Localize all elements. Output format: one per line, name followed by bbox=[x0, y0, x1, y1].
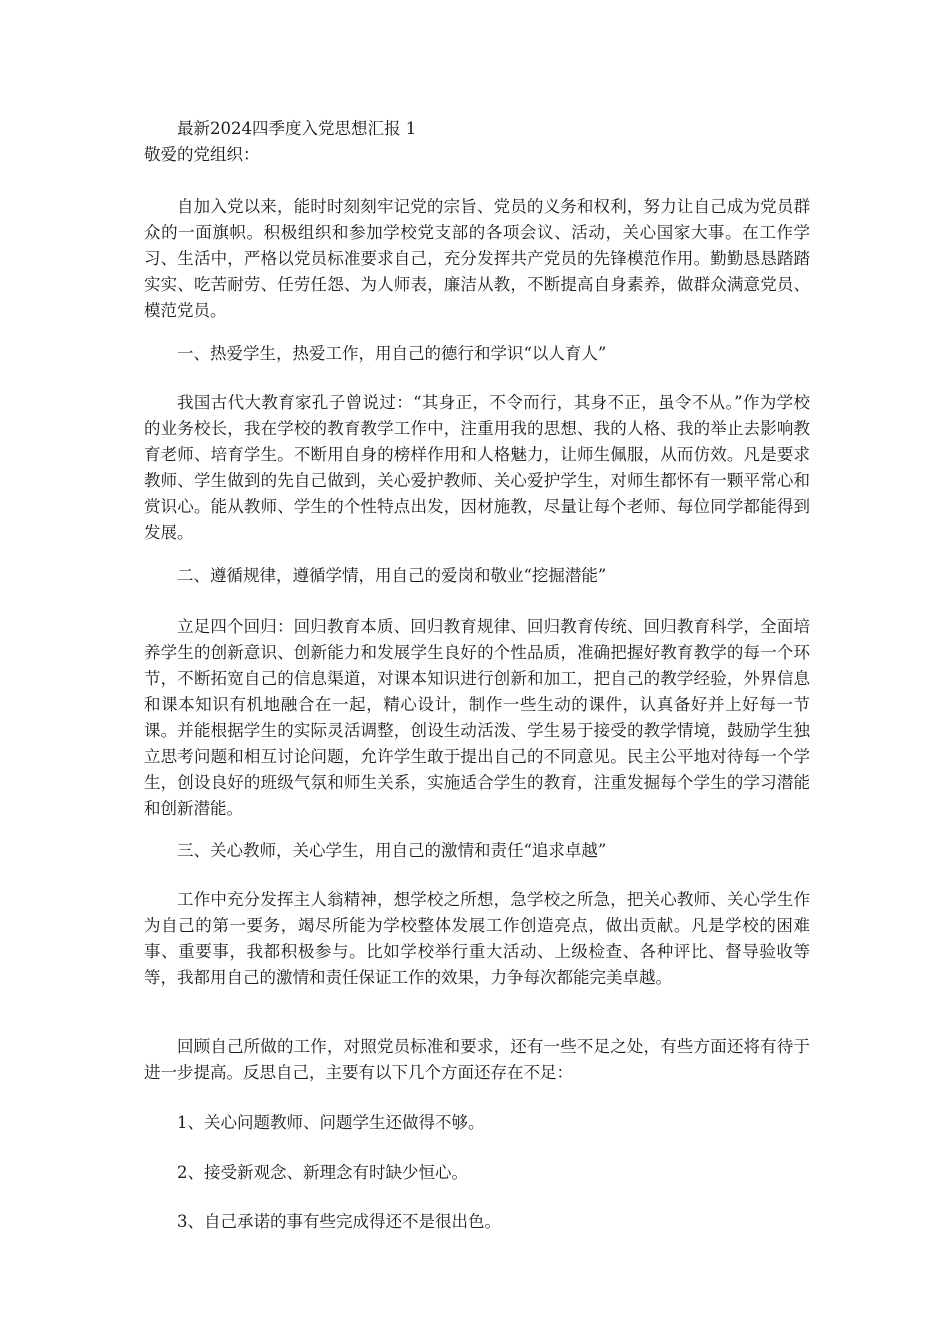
paragraph-intro: 自加入党以来，能时时刻刻牢记党的宗旨、党员的义务和权利，努力让自己成为党员群众的一面旗帜。积极组织和参加学校党支部的各项会议、活动，关心国家大事。在工作学习、生活中，严格以党员标准要求自己，充分发挥共产党员的先锋模范作用。勤勤恳恳踏踏实实、吃苦耐劳、任劳任怨、为人师表，廉洁从教，不断提高自身素养，做群众满意党员、模范党员。 bbox=[144, 197, 810, 320]
paragraph-section-2: 立足四个回归：回归教育本质、回归教育规律、回归教育传统、回归教育科学，全面培养学生的创新意识、创新能力和发展学生良好的个性品质，准确把握好教育教学的每一个环节，不断拓宽自己的信息渠道，对课本知识进行创新和加工，把自己的教学经验，外界信息和课本知识有机地融合在一起，精心设计，制作一些生动的课件，认真备好并上好每一节课。并能根据学生的实际灵活调整，创设生动活泼、学生易于接受的教学情境，鼓励学生独立思考问题和相互讨论问题，允许学生敢于提出自己的不同意见。民主公平地对待每一个学生，创设良好的班级气氛和师生关系，实施适合学生的教育，注重发掘每个学生的学习潜能和创新潜能。 bbox=[144, 617, 810, 818]
list-item: 2、接受新观念、新理念有时缺少恒心。 bbox=[177, 1163, 468, 1182]
paragraph-section-3: 工作中充分发挥主人翁精神，想学校之所想，急学校之所急，把关心教师、关心学生作为自己的第一要务，竭尽所能为学校整体发展工作创造亮点，做出贡献。凡是学校的困难事、重要事，我都积极参与。比如学校举行重大活动、上级检查、各种评比、督导验收等等，我都用自己的激情和责任保证工作的效果，力争每次都能完美卓越。 bbox=[144, 890, 810, 987]
paragraph-reflection: 回顾自己所做的工作，对照党员标准和要求，还有一些不足之处，有些方面还将有待于进一步提高。反思自己，主要有以下几个方面还存在不足： bbox=[144, 1037, 810, 1082]
document-title: 最新2024四季度入党思想汇报 1 bbox=[177, 119, 417, 138]
list-item: 3、自己承诺的事有些完成得还不是很出色。 bbox=[177, 1212, 501, 1231]
section-heading-1: 一、热爱学生，热爱工作，用自己的德行和学识“以人育人” bbox=[177, 344, 607, 363]
section-heading-2: 二、遵循规律，遵循学情，用自己的爱岗和敬业“挖掘潜能” bbox=[177, 566, 607, 585]
paragraph-section-1: 我国古代大教育家孔子曾说过：“其身正，不令而行，其身不正，虽令不从。”作为学校的业务校长，我在学校的教育教学工作中，注重用我的思想、我的人格、我的举止去影响教育老师、培育学生。不断用自身的榜样作用和人格魅力，让师生佩服，从而仿效。凡是要求教师、学生做到的先自己做到，关心爱护教师、关心爱护学生，对师生都怀有一颗平常心和赏识心。能从教师、学生的个性特点出发，因材施教，尽量让每个老师、每位同学都能得到发展。 bbox=[144, 393, 810, 542]
list-item: 1、关心问题教师、问题学生还做得不够。 bbox=[177, 1113, 485, 1132]
salutation: 敬爱的党组织： bbox=[144, 145, 260, 164]
section-heading-3: 三、关心教师，关心学生，用自己的激情和责任“追求卓越” bbox=[177, 841, 607, 860]
